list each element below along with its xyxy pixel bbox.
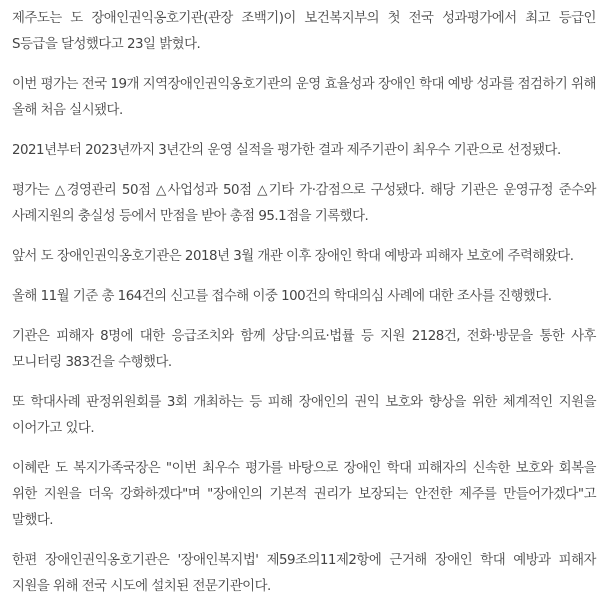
article-body [12, 6, 596, 614]
article-paragraph: 또 학대사례 판정위원회를 3회 개최하는 등 피해 장애인의 권익 보호와 향상을 위한 체계적인 지원을 이어가고 있다. [12, 395, 596, 436]
article-paragraph: 이번 평가는 전국 19개 지역장애인권익옹호기관의 운영 효율성과 장애인 학대 예방 성과를 점검하기 위해 올해 처음 실시됐다. [12, 77, 596, 118]
article-paragraph: 평가는 △경영관리 50점 △사업성과 50점 △기타 가·감점으로 구성됐다. 해당 기관은 운영규정 준수와 사례지원의 충실성 등에서 만점을 받아 총점 95.1점을 기록했다. [12, 183, 596, 224]
article-paragraph: 2021년부터 2023년까지 3년간의 운영 실적을 평가한 결과 제주기관이 최우수 기관으로 선정됐다. [12, 143, 561, 158]
article-paragraph: 제주도는 도 장애인권익옹호기관(관장 조백기)이 보건복지부의 첫 전국 성과평가에서 최고 등급인 S등급을 달성했다고 23일 밝혔다. [12, 11, 596, 52]
article-paragraph: 기관은 피해자 8명에 대한 응급조치와 함께 상담·의료·법률 등 지원 2128건, 전화·방문을 통한 사후 모니터링 383건을 수행했다. [12, 329, 596, 370]
article-paragraph: 한편 장애인권익옹호기관은 '장애인복지법' 제59조의11제2항에 근거해 장애인 학대 예방과 피해자 지원을 위해 전국 시도에 설치된 전문기관이다. [12, 553, 596, 594]
article-paragraph: 앞서 도 장애인권익옹호기관은 2018년 3월 개관 이후 장애인 학대 예방과 피해자 보호에 주력해왔다. [12, 249, 574, 264]
article-paragraph: 올해 11월 기준 총 164건의 신고를 접수해 이중 100건의 학대의심 사례에 대한 조사를 진행했다. [12, 289, 552, 304]
article-paragraph: 이혜란 도 복지가족국장은 "이번 최우수 평가를 바탕으로 장애인 학대 피해자의 신속한 보호와 회복을 위한 지원을 더욱 강화하겠다"며 "장애인의 기본적 권리가 보장되는 안전한 제주를 만들어가겠다"고 말했다. [12, 461, 596, 528]
